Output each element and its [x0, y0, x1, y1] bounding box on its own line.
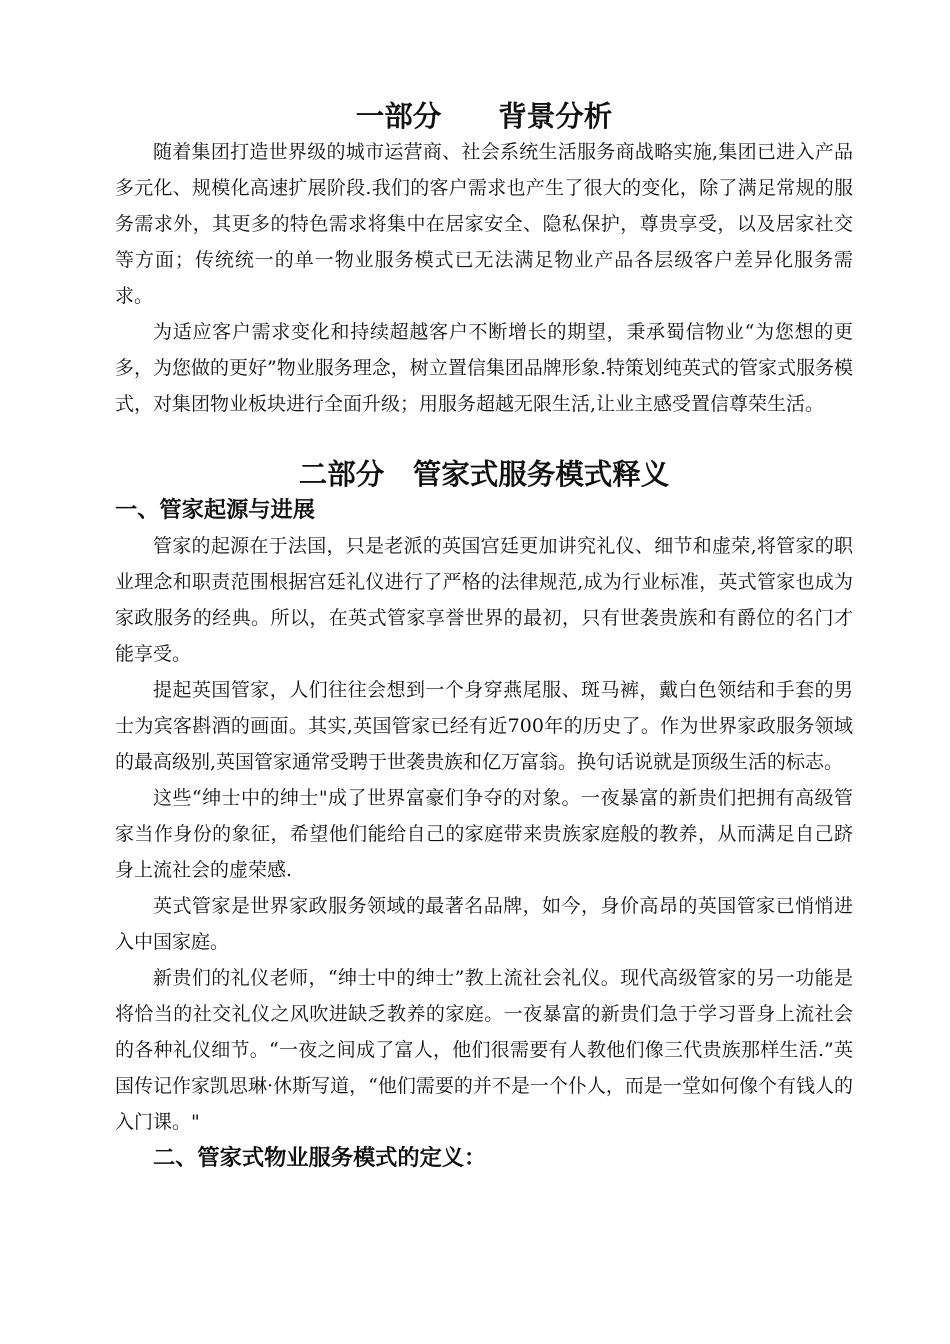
section1-paragraph-3: 这些“绅士中的绅士"成了世界富豪们争夺的对象。一夜暴富的新贵们把拥有高级管家当作身份的象征，希望他们能给自己的家庭带来贵族家庭般的教养，从而满足自己跻身上流社会的虚荣感.	[115, 787, 853, 881]
section1-heading: 一、管家起源与进展	[115, 497, 315, 523]
section1-paragraph-4: 英式管家是世界家政服务领域的最著名品牌，如今，身价高昂的英国管家已悄悄进入中国家庭。	[115, 895, 853, 953]
section1-paragraph-2: 提起英国管家，人们往往会想到一个身穿燕尾服、斑马裤，戴白色领结和手套的男士为宾客斟酒的画面。其实,英国管家已经有近700年的历史了。作为世界家政服务领域的最高级别,英国管家通常受聘于世袭贵族和亿万富翁。换句话说就是顶级生活的标志。	[115, 679, 853, 773]
part1-paragraph-2: 为适应客户需求变化和持续超越客户不断增长的期望，秉承蜀信物业“为您想的更多，为您做的更好”物业服务理念，树立置信集团品牌形象.特策划纯英式的管家式服务模式，对集团物业板块进行全面升级；用服务超越无限生活,让业主感受置信尊荣生活。	[115, 321, 853, 415]
document-body	[115, 98, 853, 1176]
part1-title: 一部分 背景分析	[355, 99, 613, 133]
section2-heading: 二、管家式物业服务模式的定义：	[153, 1145, 487, 1171]
part1-paragraph-1: 随着集团打造世界级的城市运营商、社会系统生活服务商战略实施,集团已进入产品多元化、规模化高速扩展阶段.我们的客户需求也产生了很大的变化，除了满足常规的服务需求外，其更多的特色需求将集中在居家安全、隐私保护，尊贵享受，以及居家社交等方面；传统统一的单一物业服务模式已无法满足物业产品各层级客户差异化服务需求。	[115, 141, 853, 307]
section1-paragraph-5: 新贵们的礼仪老师，“绅士中的绅士”教上流社会礼仪。现代高级管家的另一功能是将恰当的社交礼仪之风吹进缺乏教养的家庭。一夜暴富的新贵们急于学习晋身上流社会的各种礼仪细节。“一夜之间成了富人，他们很需要有人教他们像三代贵族那样生活.”英国传记作家凯思琳·休斯写道，“他们需要的并不是一个仆人，而是一堂如何像个有钱人的入门课。"	[115, 967, 853, 1133]
section1-paragraph-1: 管家的起源在于法国，只是老派的英国宫廷更加讲究礼仪、细节和虚荣,将管家的职业理念和职责范围根据宫廷礼仪进行了严格的法律规范,成为行业标准，英式管家也成为家政服务的经典。所以，在英式管家享誉世界的最初，只有世袭贵族和有爵位的名门才能享受。	[115, 535, 853, 665]
part2-title: 二部分 管家式服务模式释义	[298, 457, 670, 491]
